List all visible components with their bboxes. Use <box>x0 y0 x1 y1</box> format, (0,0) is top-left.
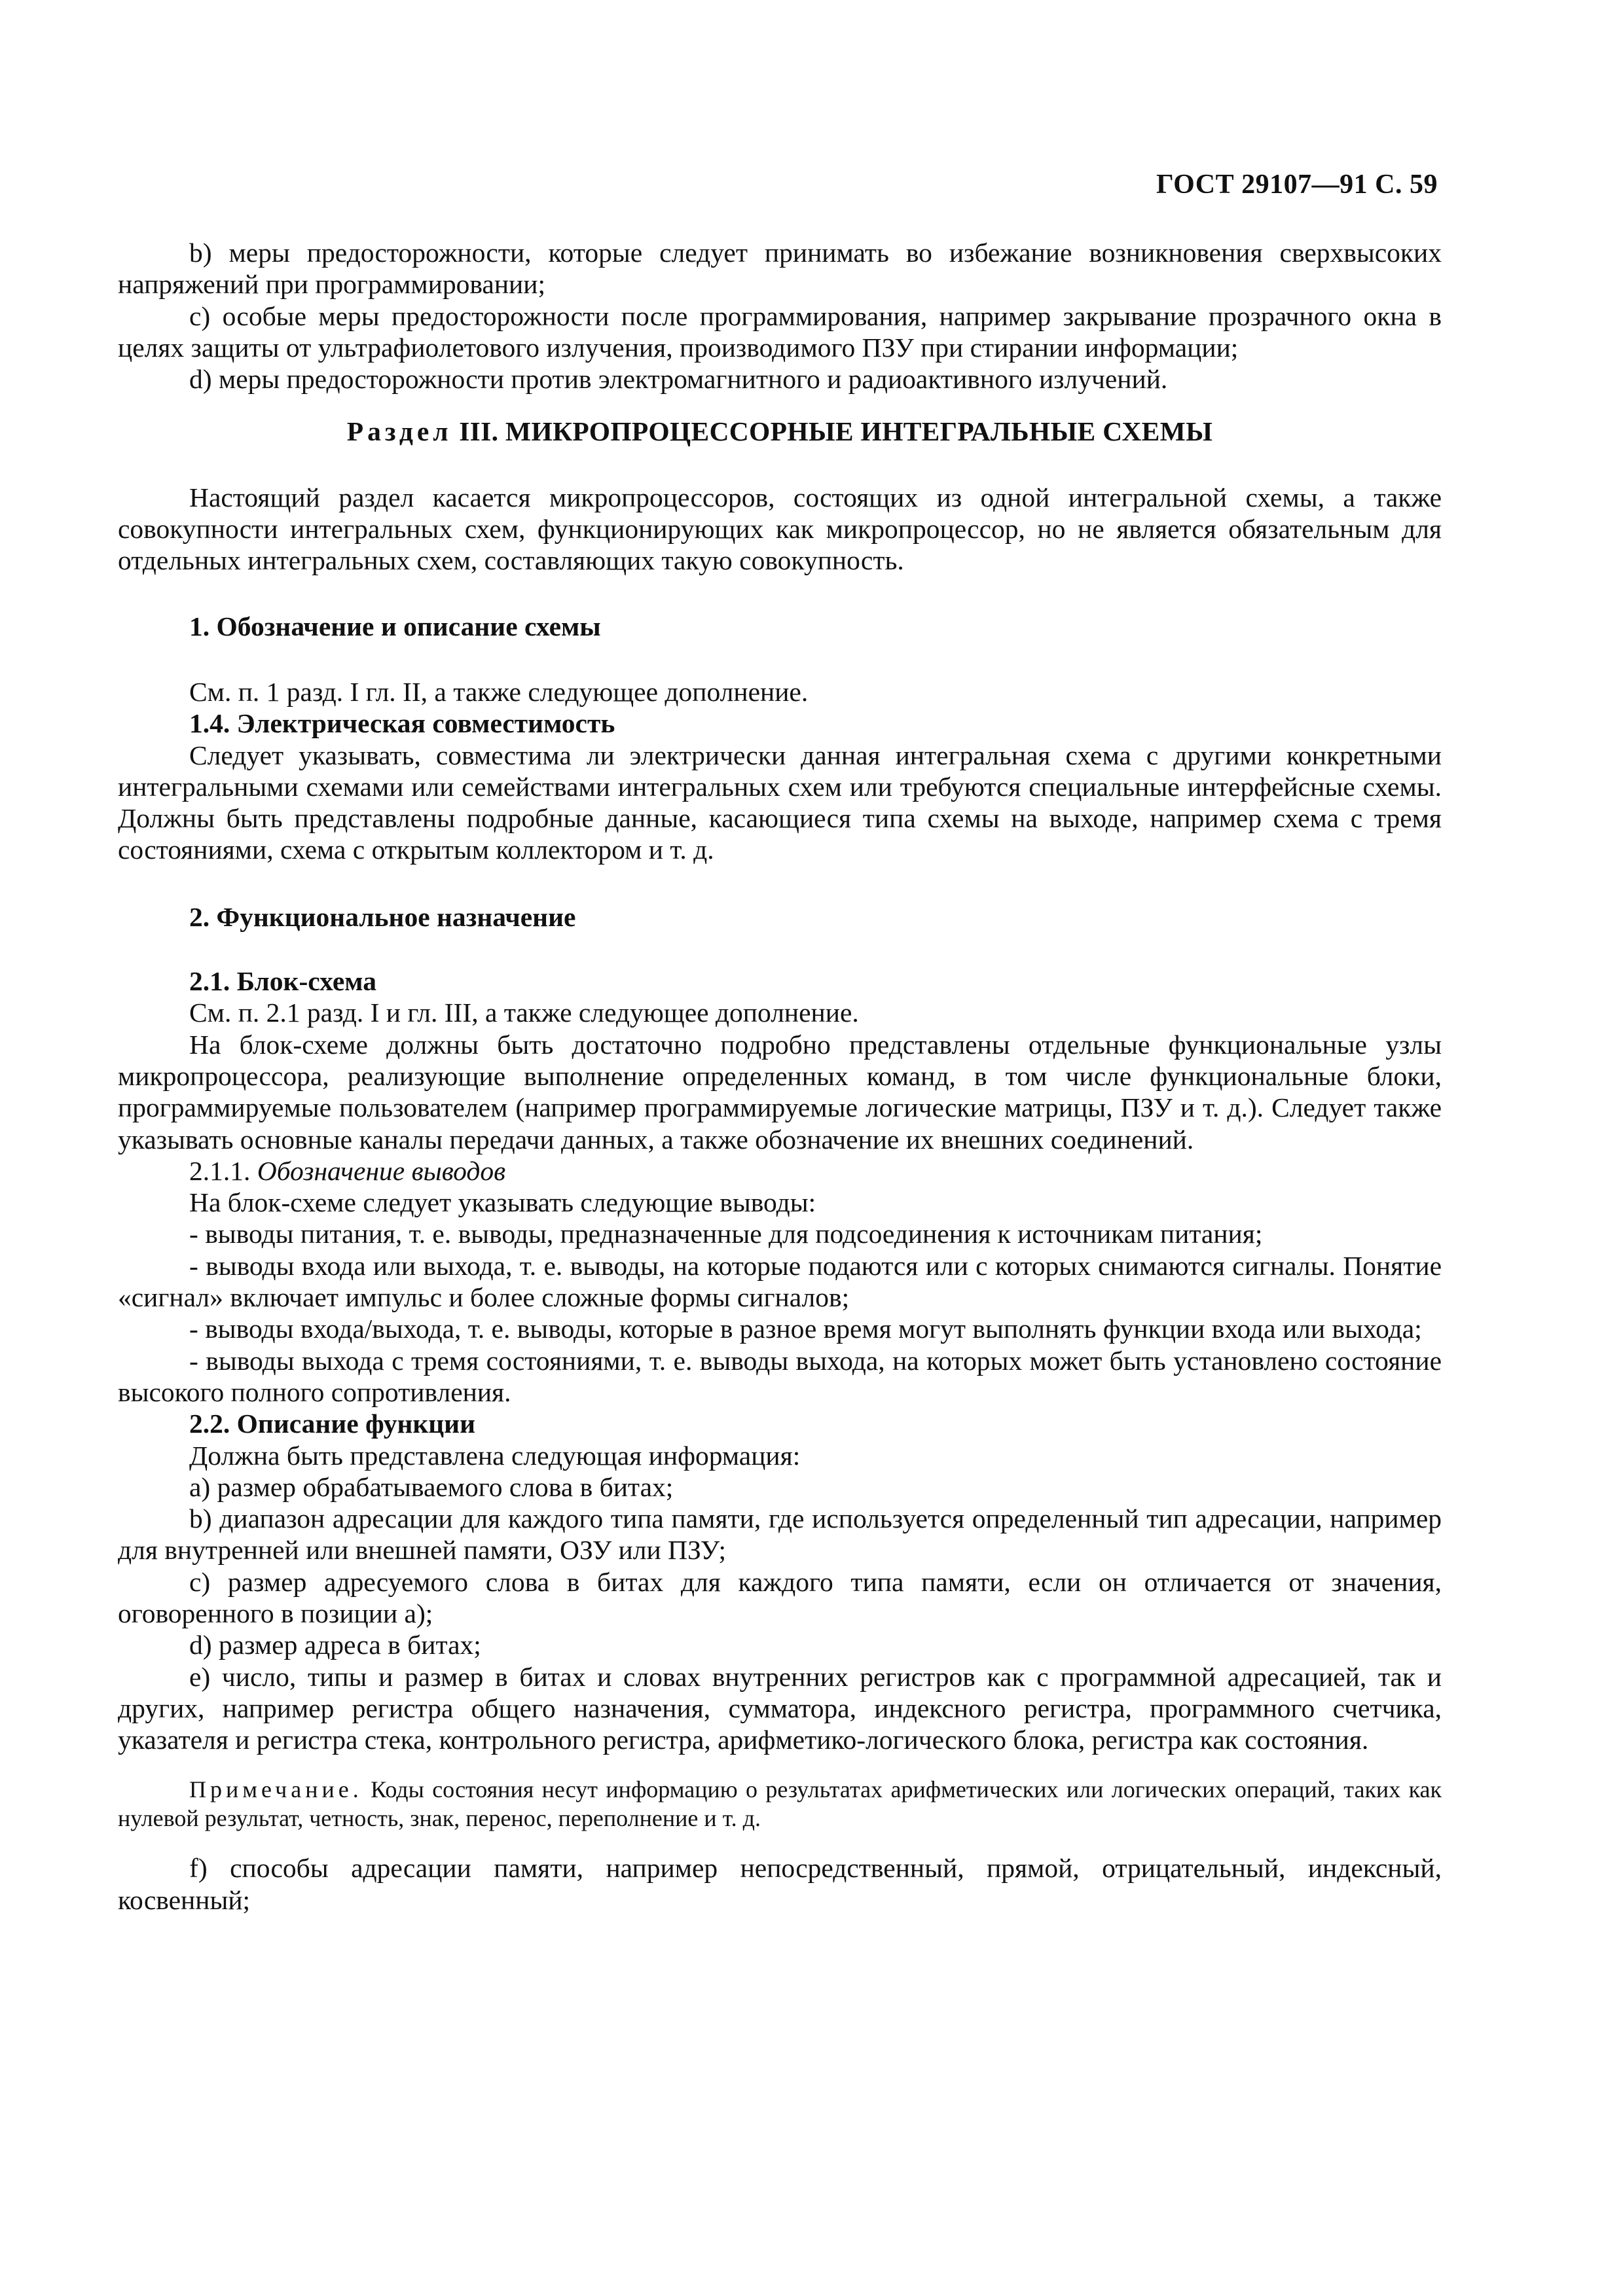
note-text: Коды состояния несут информацию о результатах арифметических или логических операций, таких как нулевой результат, четность, знак, перенос, переполнение и т. д. <box>118 1776 1442 1832</box>
pins-intro: На блок-схеме следует указывать следующие выводы: <box>189 1187 816 1218</box>
section-title-text: III. МИКРОПРОЦЕССОРНЫЕ ИНТЕГРАЛЬНЫЕ СХЕМЫ <box>459 416 1213 447</box>
pin-item: - выводы входа/выхода, т. е. выводы, которые в разное время могут выполнять функции входа или выхода; <box>189 1314 1422 1344</box>
func-item-c: c) размер адресуемого слова в битах для каждого типа памяти, если он отличается от значения, оговоренного в позиции а); <box>118 1566 1442 1628</box>
pins-number: 2.1.1. <box>189 1155 251 1186</box>
page-content <box>118 237 1442 1916</box>
page-header: ГОСТ 29107—91 С. 59 <box>1156 170 1438 200</box>
part1-subheading: 1.4. Электрическая совместимость <box>189 708 615 739</box>
func-item-a: a) размер обрабатываемого слова в битах; <box>189 1471 674 1502</box>
pin-item: - выводы питания, т. е. выводы, предназначенные для подсоединения к источникам питания; <box>189 1219 1263 1249</box>
intro-item-d: d) меры предосторожности против электромагнитного и радиоактивного излучений. <box>189 364 1168 395</box>
func-heading: 2.2. Описание функции <box>189 1408 476 1439</box>
block-ref: См. п. 2.1 разд. I и гл. III, а также следующее дополнение. <box>189 997 859 1028</box>
section-title <box>118 416 1442 447</box>
pin-item: - выводы входа или выхода, т. е. выводы, на которые подаются или с которых снимаются сигналы. Понятие «сигнал» включает импульс и более сложные формы сигналов; <box>118 1250 1442 1313</box>
intro-item-c: c) особые меры предосторожности после программирования, например закрывание прозрачного окна в целях защиты от ультрафиолетового излучения, производимого ПЗУ при стирании информации; <box>118 300 1442 363</box>
func-item-d: d) размер адреса в битах; <box>189 1630 481 1660</box>
part2-heading: 2. Функциональное назначение <box>189 901 576 932</box>
part1-ref: См. п. 1 разд. I гл. II, а также следующее дополнение. <box>189 676 809 707</box>
intro-item-b: b) меры предосторожности, которые следует принимать во избежание возникновения сверхвысоких напряжений при программировании; <box>118 238 1442 300</box>
note-label: Примечание. <box>189 1776 363 1803</box>
pin-item: - выводы выхода с тремя состояниями, т. е. выводы выхода, на которых может быть установлено состояние высокого полного сопротивления. <box>118 1345 1442 1407</box>
part1-heading: 1. Обозначение и описание схемы <box>189 611 601 641</box>
note <box>118 1775 1442 1833</box>
func-item-e: e) число, типы и размер в битах и словах внутренних регистров как с программной адресацией, так и других, например регистра общего назначения, сумматора, индексного регистра, программного счетчика, указателя и регистра стека, контрольного регистра, арифметико-логического блока, регистра как состояния. <box>118 1661 1442 1755</box>
section-intro: Настоящий раздел касается микропроцессоров, состоящих из одной интегральной схемы, а также совокупности интегральных схем, функционирующих как микропроцессор, но не является обязательным для отдельных интегральных схем, составляющих такую совокупность. <box>118 482 1442 576</box>
pins-title: Обозначение выводов <box>257 1155 506 1186</box>
func-item-f: f) способы адресации памяти, например непосредственный, прямой, отрицательный, индексный, косвенный; <box>118 1853 1442 1915</box>
block-heading: 2.1. Блок-схема <box>189 966 377 997</box>
part1-text: Следует указывать, совместима ли электрически данная интегральная схема с другими конкретными интегральными схемами или семействами интегральных схем или требуются специальные интерфейсные схемы. Должны быть представлены подробные данные, касающиеся типа схемы на выходе, например схема с тремя состояниями, схема с открытым коллектором и т. д. <box>118 740 1442 865</box>
pins-heading <box>118 1155 1442 1187</box>
section-label: Раздел <box>346 416 452 447</box>
func-intro: Должна быть представлена следующая информация: <box>189 1440 801 1471</box>
func-item-b: b) диапазон адресации для каждого типа памяти, где используется определенный тип адресации, например для внутренней или внешней памяти, ОЗУ или ПЗУ; <box>118 1503 1442 1566</box>
block-text: На блок-схеме должны быть достаточно подробно представлены отдельные функциональные узлы микропроцессора, реализующие выполнение определенных команд, в том числе функциональные блоки, программируемые пользователем (например программируемые логические матрицы, ПЗУ и т. д.). Следует также указывать основные каналы передачи данных, а также обозначение их внешних соединений. <box>118 1029 1442 1155</box>
